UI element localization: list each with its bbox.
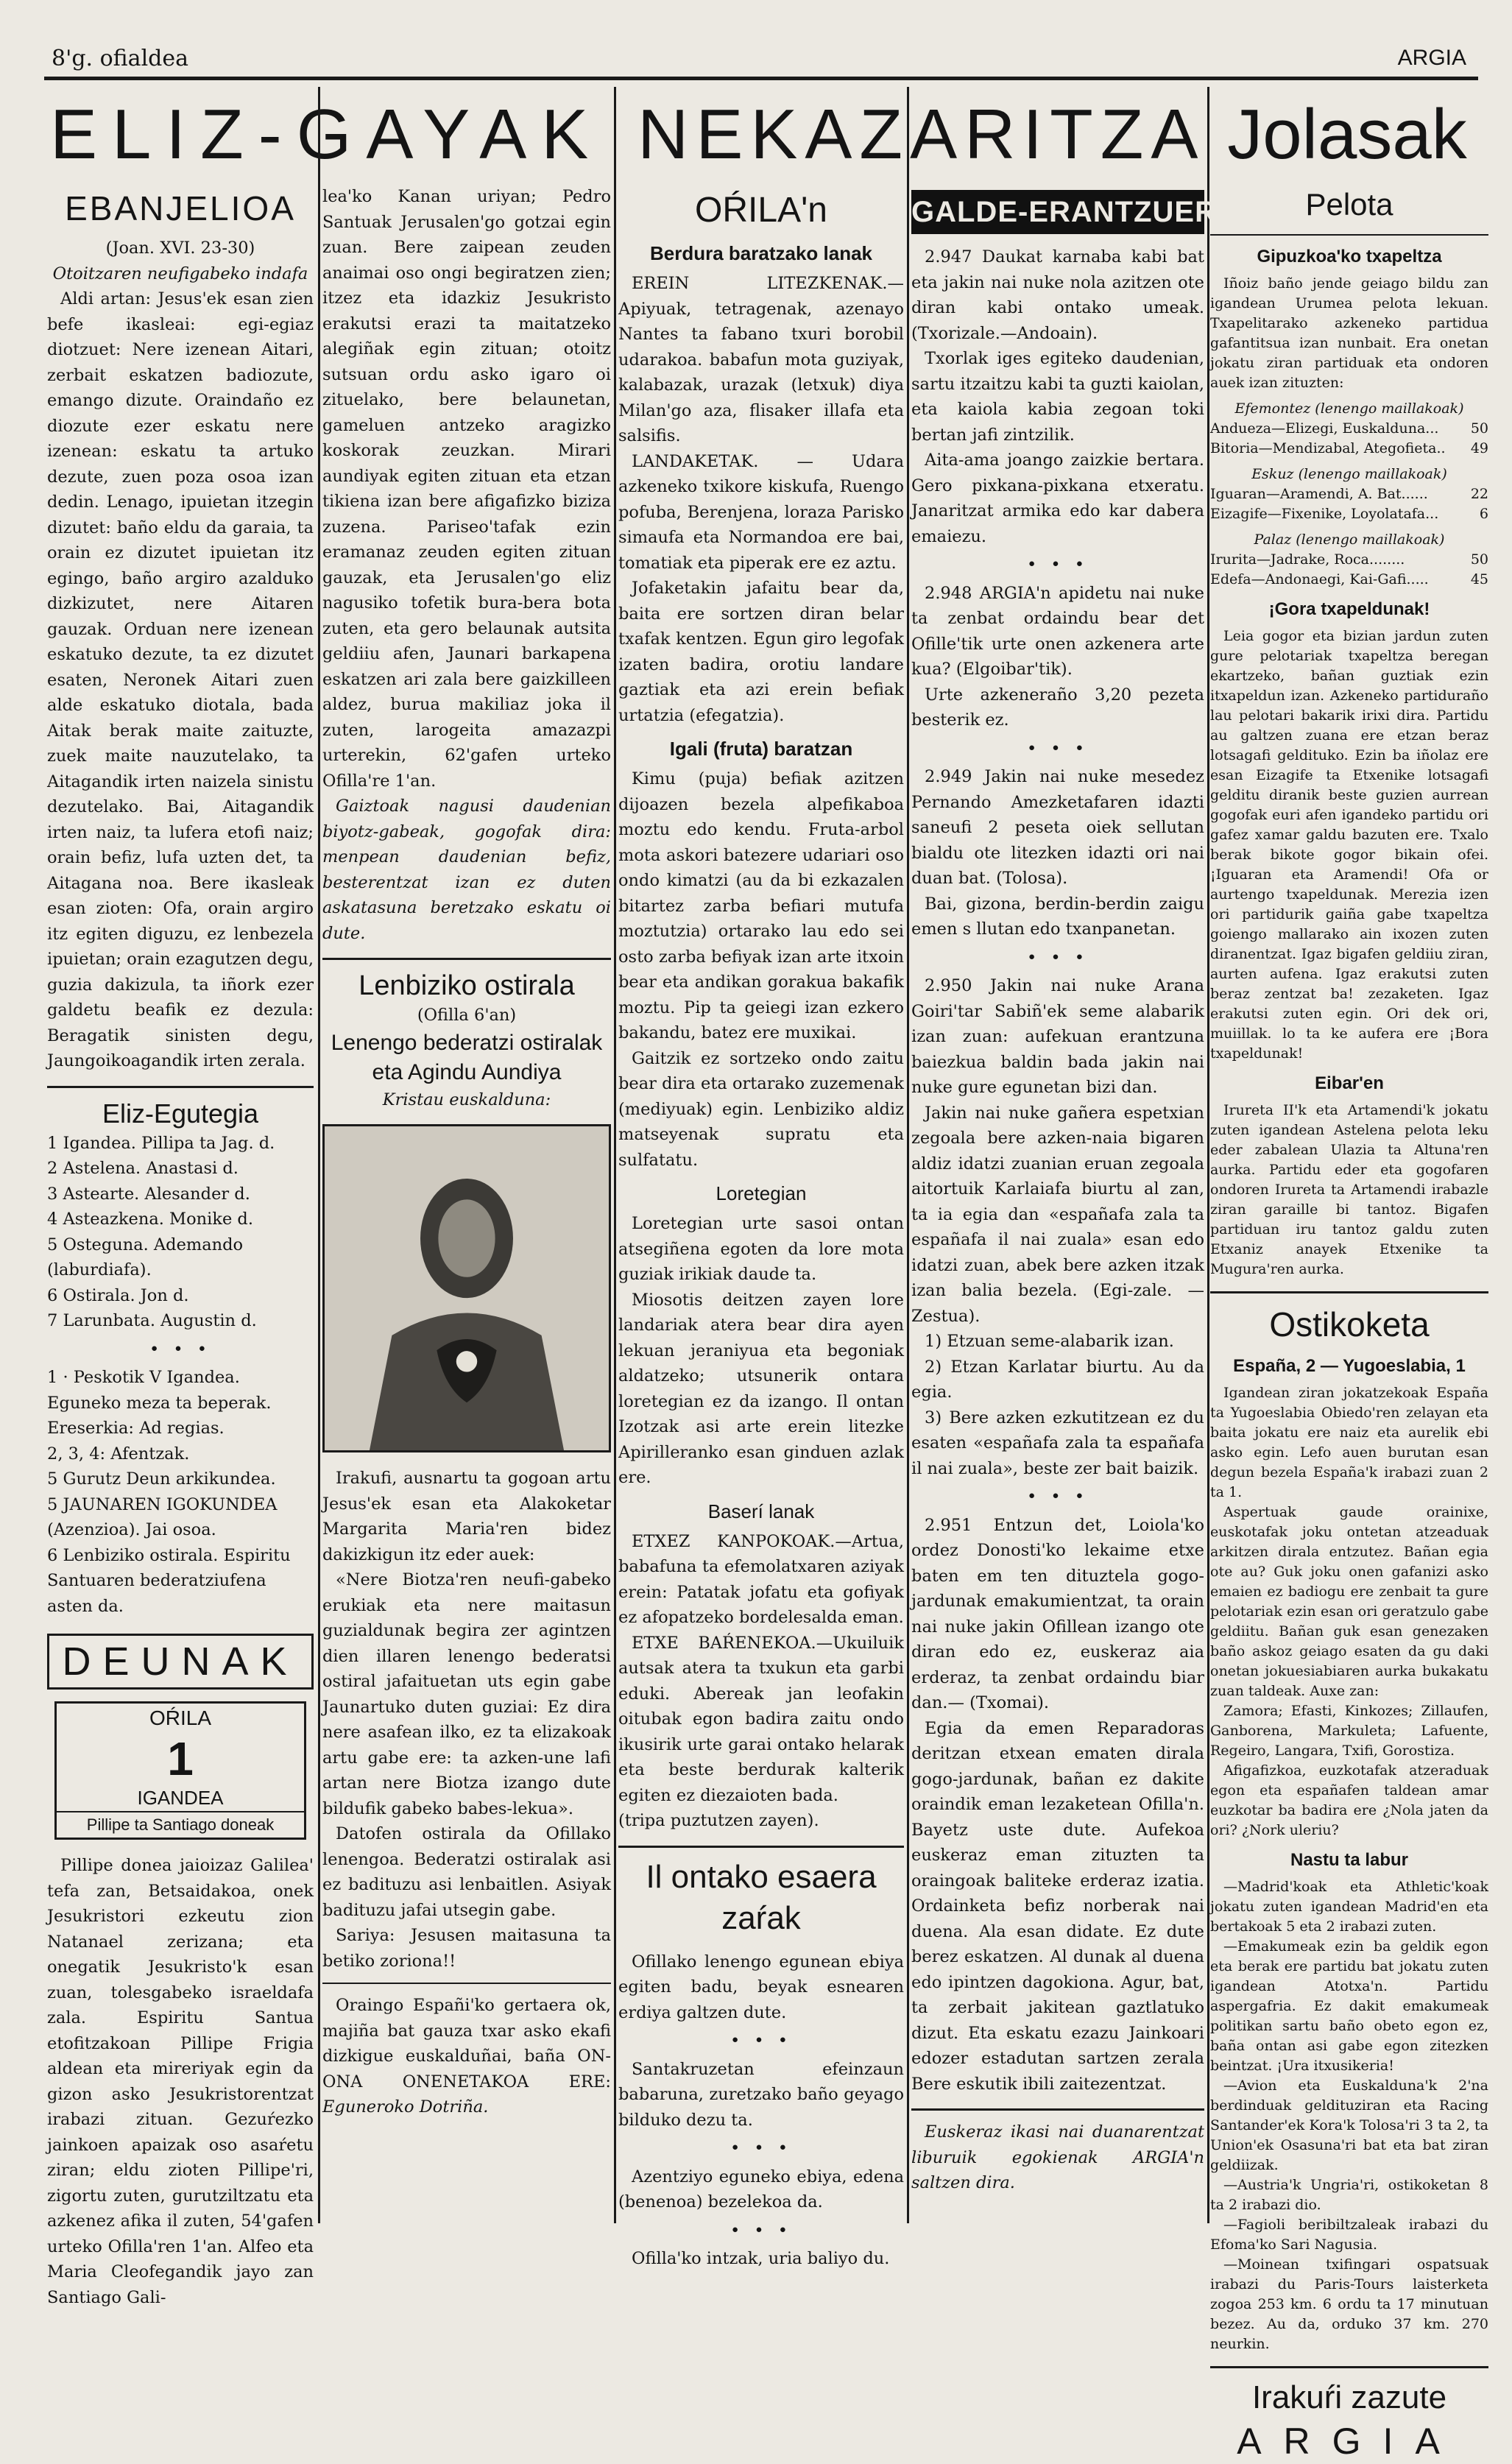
proverb-item: Santakruzetan efeinzaun babaruna, zuretzako baño geyago bilduko dezu ta. (618, 2059, 904, 2130)
article-text: ETXEZ KANPOKOAK.—Artua, babafuna ta efemolatxaren aziyak erein: Patatak jofatu eta gofiyak ez afopatzeko bordelesalda eman. (618, 1531, 904, 1627)
article-text: EREIN LITEZKENAK.—Apiyuak, tetragenak, azenayo Nantes ta fabano txuri borobil udarakoa. babafun mota guziyak, kalabazak, urazak (letxuk) diya Milan'go aza, flisaker illafa eta salsifis. (618, 274, 904, 445)
table-row (1210, 419, 1488, 439)
result-teams: Irurita—Jadrake, Roca........ (1210, 551, 1405, 568)
article-text: Kimu (puja) befiak azitzen dijoazen bezela alpefikaboa moztu edo kendu. Fruta-arbol mota askori batezere udariari oso ondo kimatzi (au da bi ezkazalen bitartez zarba befiari mutufa moztutzia) ortarako lau edo sei osto zarba befiyak izan arte itxoin bear eta andikan gorakua bakafik moztu. Pip ta geiegi izan ezkero bakandu, batez ere muxikai. (618, 769, 904, 1042)
column-galde-erantzuerak (911, 184, 1261, 2223)
ostirala-caption: Kristau euskalduna: (382, 1090, 551, 1109)
separator-stars: • • • (729, 2031, 793, 2050)
ostirala-text: Irakufi, ausnartu ta gogoan artu Jesus'ek esan eta Alakoketar Margarita Maria'ren bidez dakizkigun itz eder auek: (322, 1469, 611, 1564)
article-text: Miosotis deitzen zayen lore landariak atera bear dira ayen lekuan jeraniyua eta begoniak aldatzeko; utsunerik ontara loretegian ez da izango. Il ontan Izotzak asi arte erein litezke Apirilleranko esan ginduen azlak ere. (618, 1290, 904, 1487)
section-title-egutegia: Eliz-Egutegia (102, 1098, 259, 1129)
separator-stars: • • • (1026, 555, 1089, 574)
advert-line: Irakuŕi zazute (1251, 2379, 1447, 2415)
section-rule (618, 1846, 904, 1848)
calendar-note: 5 Gurutz Deun arkikundea. (47, 1469, 276, 1489)
result-score: 49 (1470, 440, 1488, 456)
news-item: —Emakumeak ezin ba geldik egon eta berak ere partidu bat jokatu zuten igandean Atotxa'n. Partidu aspergafria. Ez dakit emakumeak politikan sartu baño obeto egon ez, baña ontan asi gabe egon zitezken beintzat. ¡Ura itxusikeria! (1210, 1938, 1488, 2074)
calendar-item: 5 Osteguna. Ademando (laburdiafa). (47, 1235, 244, 1279)
deunak-text: Pillipe donea jaioizaz Galilea' tefa zan, Betsaidakoa, onek Jesukristori ezkeutu zion Natanael zerizana; eta onegatik Jesukristo'k esan zuan, tolesgabeko israeldafa zala. Espiritu Santua etofitzakoan Pillipe Frigia aldean eta mireriyak egin da gizon asko Jesukristorentzat irabazi zituan. Gezuŕezko jainkoen apaizak oso asaŕetu ziran; eldu zioten Pillipe'ri, zigortu zuten, gurutziltzatu eta azkenez afika il zuten, 54'gafen urteko Ofilla'ren 1'an. Alfeo eta Maria Cleofegandik jayo zan Santiago Gali- (47, 1856, 314, 2307)
section-title-ebanjelioa: EBANJELIOA (65, 189, 296, 227)
question-text: 2.947 Daukat karnaba kabi bat eta jakin nai nuke nola azitzen ote diran kabi ontako umeak. (Txorizale.—Andoain). (911, 247, 1204, 343)
subsection-title: Gipuzkoa'ko txapeltza (1257, 247, 1442, 266)
banner-eliz-gayak: ELIZ-GAYAK (50, 95, 604, 174)
result-score: 50 (1470, 551, 1488, 568)
deunak-text-continued: lea'ko Kanan uriyan; Pedro Santuak Jerusalen'go gotzai egin zuan. Bere zaipean zeuden anaimai oso ongi begiratzen zien; itzez eta idazkiz Jesukristo erakutsi erazi ta maitatzeko alegiñak egin zituan; otoitz sutsuan ordu asko igaro oi zituelako, bere belaunetan, gameluen antzeko aragizko koskorak zeuzkan. Mirari aundiyak egiten zituan eta etzan tikiena izan bere afigafizko biziza zuzena. Pariseo'tafak ezin eramanaz zeuden egiten zituan gauzak, eta Jerusalen'go eliz nagusiko tofetik bura-bera bota zuten, eta gero belaunak autsita geldiiu afen, Jaunari barkapena eskatzen ari zala bere gaizkilleen aldez, burua makiliaz joka il zuten, larogeita amazazpi urterekin, 62'gafen urteko Ofilla're 1'an. (322, 187, 611, 791)
separator-stars: • • • (729, 2139, 793, 2158)
subsection-title: Eibar'en (1315, 1073, 1384, 1093)
ostirala-date: (Ofilla 6'an) (417, 1006, 517, 1025)
calendar-item: 6 Ostirala. Jon d. (47, 1285, 189, 1305)
article-text: Gaitzik ez sortzeko ondo zaitu bear dira eta ortarako zuzemenak (mediyuak) egin. Lenbiziko aldiz matseyenak supratu eta sulfatatu. (618, 1048, 904, 1170)
question-text: 2.950 Jakin nai nuke Arana Goiri'tar Sabiñ'ek seme alabarik izan zuan: aufekuan erantzuna baiezkua baldin bada jakin nai nuke gure egunetan bizi dan. (911, 976, 1204, 1097)
article-text: Leia gogor eta bizian jardun zuten gure pelotariak txapeltza beregan ekartzeko, bañan guztiak ezin itxapeldun izan. Azkeneko partiduraño lau pelotari bakarik irixi dira. Partidu au galtzen zuana ere etzan beraz lotsagafi geldituko. Ezin ba iñolaz ere esan Eizagife ta Etxenike lotsagafi gelditu diranik beste guzien aurrean gogofak euri afen igandeko partidu ori gafez xamar galdu bazuten ere. Txalo berak bikote gogor bikain ofei. ¡Iguaran eta Aramendi! Ofa or aurtengo txapeldunak. Merezia izen ori partidurik gaiña gabe txapeltza goiengo mallarako ain ixozen zuten diranentzat. Igaz bigafen geldiiu ziran, aurten aufena. Igaz erakutsi zuten beraz zentzat ba! zezaketen. Igaz erakutsi zuten egin. Ori dek ori, muiillak. lo ta ke aufera ere ¡Bora txapeldunak! (1210, 628, 1488, 1062)
article-text: Loretegian urte sasoi ontan atsegiñena egoten da lore mota guziak irikiak daude ta. (618, 1214, 904, 1284)
question-text: 2.951 Entzun det, Loiola'ko ordez Donosti'ko lekaime etxe baten em ten dituztela gogo-jardunak emakumientzat, ta orain nai nuke jakin Ofillean izango ote diran edo ez, euskeraz aia erderaz, ta zenbat ordaindu biar dan.— (Txomai). (911, 1515, 1204, 1712)
separator-stars: • • • (149, 1339, 212, 1359)
section-title-pelota: Pelota (1305, 187, 1393, 222)
proverb-item: Ofilla'ko intzak, uria baliyo du. (632, 2249, 890, 2268)
article-text: (tripa puztutzen zayen). (618, 1811, 819, 1830)
separator-stars: • • • (1026, 1487, 1089, 1506)
column-divider (907, 87, 909, 2223)
date-day: 1 (167, 1732, 194, 1785)
result-score: 50 (1470, 420, 1488, 437)
proverb-item: Azentziyo eguneko ebiya, edena (benenoa) bezelekoa da. (618, 2167, 904, 2211)
page-number: 8'g. ofialdea (52, 46, 189, 71)
section-rule (1210, 2366, 1488, 2368)
column-eliz (47, 184, 314, 2307)
subsection-title: Baserí lanak (707, 1500, 815, 1522)
table-row (1210, 504, 1488, 524)
section-rule (47, 1086, 314, 1088)
column-divider (318, 87, 320, 2223)
table-row (1210, 484, 1488, 504)
results-table (1210, 484, 1488, 524)
gospel-subtitle: Otoitzaren neufigabeko indafa (52, 264, 308, 283)
question-text: Jakin nai nuke gañera espetxian zegoala bere azken-naia bigaren aldiz idatzi zuanian eruan zegoala aitortuik Karlaiafa biurtu al zan, ta ia egia dan «españafa zala ta españafa il nai zuala» esan edo idatzi zuan, abek bere azken itzak izan balia bezela. (Egi-zale. — Zestua). (911, 1103, 1204, 1326)
column-jolasak (1210, 184, 1488, 2462)
article-text: Zamora; Efasti, Kinkozes; Zillaufen, Ganborena, Markuleta; Lafuente, Regeiro, Langara, Txifi, Gorostiza. (1210, 1703, 1488, 1759)
table-row (1210, 570, 1488, 590)
article-text: ETXE BAŔENEKOA.—Ukuiluik autsak atera ta txukun eta garbi eduki. Abereak jan leofakin oitubak egon badira zaitu ondo ikusirik urte garai ontako helarak eta beste berdurak kalterik egiten ez diezaioten bada. (618, 1633, 904, 1805)
masthead-name: ARGIA (1397, 46, 1466, 70)
gospel-citation: (Joan. XVI. 23-30) (105, 239, 255, 258)
header-rule (44, 77, 1478, 80)
results-table (1210, 419, 1488, 459)
match-result: España, 2 — Yugoeslabia, 1 (1233, 1356, 1466, 1376)
answer-text: Egia da emen Reparadoras deritzan etxean ematen dirala gogo-jardunak, bañan ez dakite oraindik eman lezaketean Ofilla'n. Bayetz uste dute. Aufekoa euskeraz eman zituzten ta oraingoak baliteke erderaz izatia. Ordainketa befiz norberak nai duena. Ala esan didate. Ez dute berez eskatzen. Al dunak al duena edo ipintzen dagokiona. Agur, bat, ta zerbait jakitean gaztlatuko dizut. Eta eskatu ezazu Jainkoari edozer estadutan sartzen zerala Bere eskutik ibili zaitezentzat. (911, 1718, 1204, 2094)
article-text: LANDAKETAK. — Udara azkeneko txikore kiskufa, Ruengo pofuba, Berenjena, loraza Pariskо simaufa eta Normandoa ere bai, tomatiak eta piperak ere ez aztu. (618, 451, 904, 573)
article-text: Afigafizkoa, euzkotafak atzeraduak egon eta españafen taldean amar euzkotar ba badira ere ¿Nola jaten da ori? ¿Nork uleriu? (1210, 1762, 1488, 1838)
result-score: 45 (1470, 571, 1488, 587)
answer-text: Bai, gizona, berdin-berdin zaigu emen s llutan edo txanpanetan. (911, 894, 1204, 939)
calendar-item: 3 Astearte. Alesander d. (47, 1184, 250, 1204)
advert-irakurri (1210, 2377, 1488, 2464)
question-text: 2.949 Jakin nai nuke mesedez Pernando Amezketafaren idazti saneufi 2 peseta oiek sellutan bialdu ote litezken idazti ori nai duan bat. (Tolosa). (911, 767, 1204, 888)
column-divider (614, 87, 616, 2223)
answer-text: 1) Etzuan seme-alabarik izan. (925, 1332, 1174, 1351)
subsection-title: Nastu ta labur (1290, 1850, 1409, 1870)
date-box (54, 1701, 306, 1840)
calendar-notes (47, 1365, 314, 1619)
result-teams: Iguaran—Aramendi, A. Bat...... (1210, 486, 1428, 502)
column-divider (1207, 87, 1209, 2223)
answer-text: Aita-ama joango zaizkie bertara. Gero pixkana-pixkana etxeratu. Janaritzat armika edo kar dabera emaiezu. (911, 451, 1204, 546)
sacred-heart-illustration (322, 1124, 611, 1452)
answer-text: Urte azkeneraño 3,20 pezeta besterik ez. (911, 685, 1204, 730)
calendar-list (47, 1131, 314, 1334)
calendar-note: 1 · Peskotik V Igandea. Eguneko meza ta beperak. Ereserkia: Ad regias. (47, 1368, 272, 1438)
result-group-label: Efemontez (lenengo maillakoak) (1234, 400, 1464, 417)
section-title-esaera: Il ontako esaera zaŕak (646, 1858, 877, 1936)
calendar-item: 2 Astelena. Anastasi d. (47, 1159, 239, 1178)
section-rule (322, 958, 611, 960)
proverb-item: Ofillako lenengo egunean ebiya egiten badu, beyak esnearen erdiya galtzen dute. (618, 1952, 904, 2022)
sacred-heart-icon (325, 1126, 609, 1450)
separator-stars: • • • (1026, 947, 1089, 967)
table-row (1210, 550, 1488, 570)
section-title-ostirala: Lenbiziko ostirala (358, 970, 575, 1001)
closing-source: Eguneroko Dotriña. (322, 2097, 489, 2117)
date-month: OŔILA (149, 1706, 212, 1729)
news-item: —Austria'k Ungria'ri, ostikoketan 8 ta 2 irabazi dio. (1210, 2177, 1488, 2213)
result-teams: Andueza—Elizegi, Euskalduna... (1210, 420, 1439, 437)
date-saints: Pillipe ta Santiago doneak (57, 1811, 304, 1838)
ostirala-text: «Nere Biotza'ren neufi-gabeko erukiak eta nere maitasun guzialdunak begira zer agintzen dien illaren lenengo bederatsi ostiral jafaituetan uts egin gabe Jaunartuko duten guziai: Ez dira nere asafean ilko, ez ta elizakoak artu gabe ere: ta azken-une lafi artan nere Biotza izango dute bildufik gabeko babes-lekua». (322, 1570, 611, 1818)
result-teams: Eizagife—Fixenike, Loyolatafa... (1210, 506, 1439, 522)
banner-nekazaritza: NEKAZARITZA (637, 95, 1206, 174)
section-title-ostikoketa: Ostikoketa (1269, 1305, 1430, 1344)
calendar-note: 2, 3, 4: Afentzak. (47, 1444, 190, 1464)
answer-text: 2) Etzan Karlatar biurtu. Au da egia. (911, 1357, 1204, 1402)
news-item: —Moinean txifingari ospatsuak irabazi du Paris-Tours laisterketa zogoa 253 km. 6 ordu ta 17 minutuan bezez. Au da, orduko 37 km. 270 neurkin. (1210, 2256, 1488, 2352)
answer-text: Txorlak iges egiteko daudenian, sartu itzaitzu kabi ta guzti kaiolan, eta kaiola kabia zegoan toki bertan jafi zintzilik. (911, 349, 1204, 445)
column-eliz-continued (322, 184, 611, 2223)
section-rule (322, 1983, 611, 1984)
table-row (1210, 439, 1488, 459)
subsection-title: Loretegian (716, 1182, 807, 1204)
article-text: Jofaketakin jafaitu bear da, baita ere sortzen diran belar txafak kentzen. Egun giro legofak izaten badira, orotiu landare gaztiak eta azi erein befiak urtatzia (efegatzia). (618, 579, 904, 725)
result-group-label: Eskuz (lenengo maillakoak) (1251, 466, 1447, 482)
calendar-note: 6 Lenbiziko ostirala. Espiritu Santuaren bederatziufena asten da. (47, 1545, 291, 1616)
column-nekazaritza (618, 184, 904, 2268)
question-text: 2.948 ARGIA'n apidetu nai nuke ta zenbat ordaindu bear det Ofille'tik urte onen azkenera arte kua? (Elgoibar'tik). (911, 583, 1204, 679)
section-title-deunak: DEUNAK (47, 1634, 314, 1690)
section-rule (911, 2108, 1204, 2111)
section-rule (1210, 234, 1488, 236)
separator-stars: • • • (729, 2220, 793, 2240)
subsection-title: Igali (fruta) baratzan (669, 738, 853, 760)
calendar-item: 4 Asteazkena. Monike d. (47, 1210, 253, 1229)
answer-text: 3) Bere azken ezkutitzean ez du esaten «españafa zala ta españafa il nai zuala», beste zer bait baizik. (911, 1408, 1204, 1478)
closing-text (322, 1993, 611, 2120)
calendar-item: 7 Larunbata. Augustin d. (47, 1311, 257, 1330)
subsection-title: ¡Gora txapeldunak! (1268, 599, 1430, 619)
calendar-item: 1 Igandea. Pillipa ta Jag. d. (47, 1133, 275, 1153)
gospel-text: Aldi artan: Jesus'ek esan zien befe ikasleai: egi-egiaz diotzuet: Nere izenean Aitari, zerbait eskatzen badiozute, emango dizute. Oraindaño ez diozute ezer eskatu nere izenean: eskatu ta artuko dezute, zuen poza osoa izan dedin. Lenago, ipuietan itzegin dizutet: baño eldu da garaia, ta orain ez dizutet ipuietan itz egingo, baño argiro azalduko dizkizutet, nere Aitaren gauzak. Orduan nere izenean eskatuko dezute, ta ez dizutet esaten, Neronek Aitari zuen alde eskatuko diotala, bada Aitak berak maite zaituzte, zuek maite nauzutelako, ta Aitagandik irten naizela sinistu dezutelako. Bai, Aitagandik irten naiz, ta lufera etofi naiz; orain befiz, lufa uzten det, ta Aitagana noa. Bere ikasleak esan zioten: Ofa, orain argiro itz egiten diguzu, ez lenbezela ipuietan; orain ezagutzen degu, guzia dakizula, ta iñork ezer galdetu beafik ez dezula: Beragatik sinisten degu, Jaungoikoagandik irten zerala. (47, 289, 314, 1070)
result-teams: Edefa—Andonaegi, Kai-Gafi..... (1210, 571, 1429, 587)
advert-brand: ARGIA (1237, 2421, 1462, 2462)
result-score: 6 (1479, 506, 1488, 522)
result-group-label: Palaz (lenengo maillakoak) (1254, 532, 1445, 548)
footer-note: Euskeraz ikasi nai duanarentzat liburuik egokienak ARGIA'n saltzen dira. (911, 2122, 1204, 2192)
ostirala-subtitle: Lenengo bederatzi ostiralak eta Agindu Aundiya (331, 1030, 603, 1084)
article-text: Iñoiz baño jende geiago bildu zan igandean Urumea pelota lekuan. Txapelitarako azkeneko partidua gafantitsua izan nunbait. Era onetan jokatu ziran partiduak eta ondoren auek izan zituzten: (1210, 275, 1488, 391)
ostirala-text: Datofen ostirala da Ofillako lenengoa. Bederatzi ostiralak asi ez badituzu asi lenbaitlen. Asiyak badituzu jafai utsegin gabe. (322, 1824, 611, 1920)
date-weekday: IGANDEA (137, 1787, 224, 1809)
calendar-note: 5 JAUNAREN IGOKUNDEA (Azenziоa). Jai osoa. (47, 1494, 278, 1539)
subsection-title: Berdura baratzako lanak (649, 242, 872, 264)
section-title-galde-erantzuerak: GALDE-ERANTZUERAK (911, 190, 1204, 234)
news-item: —Avion eta Euskalduna'k 2'na berdinduak geldituziran eta Racing Santander'ek Kora'k Tolosa'ri 3 ta 2, ta Union'ek Osasuna'ri bat eta bat ziran geldiizak. (1210, 2078, 1488, 2173)
article-text: Aspertuak gaude orainixe, euskotafak joku ontetan atzeaduak arkitzen dirala entzutez. Bañan egia ote au? Guk joku onen gafanizi asko emaien ez badiogu ere zenbait ta gure pelotariak ezin esan ori geratzulo gabe geldiitu. Bañan guk esan genezaken baño askoz geiago esaten da gu daki onetan jokuesiabiaren aurka bukakatu zuan taldeak. Auxe zan: (1210, 1504, 1488, 1699)
result-teams: Bitoria—Mendizabal, Ategofieta.. (1210, 440, 1446, 456)
section-title-orila: OŔILA'n (695, 191, 827, 230)
results-table (1210, 550, 1488, 590)
section-rule (1210, 1291, 1488, 1293)
news-item: —Madrid'koak eta Athletic'koak jokatu zuten igandean Madrid'en eta bertakoak 5 eta 2 irabazi zuten. (1210, 1879, 1488, 1935)
article-text: Irureta II'k eta Artamendi'k jokatu zuten igandean Astelena pelota leku eder zabalean Ulazia ta Altuna'ren aurka. Partidu eder eta gogofaren ondoren Irureta ta Artamendi irabazle ziran garaille bi tantoz. Bigafen partiduan iru tantoz galdu zuten Etxaniz anayek Etxenike ta Mugura'ren aurka. (1210, 1102, 1488, 1277)
closing-main: Oraingo Españi'ko gertaera ok, majiña bat gauza txar asko ekafi dizkigue euskalduñai, baña ON-ONA ONENETAKOA ERE: (322, 1996, 611, 2091)
article-text: Igandean ziran jokatzekoak España ta Yugoeslabia Obiedo'ren zelayan eta baita jokatu ere naiz eta aurelik ebi asko egin. Lefo auen burutan esan degun bezela España'k irabazi zuan 2 ta 1. (1210, 1385, 1488, 1500)
result-score: 22 (1470, 486, 1488, 502)
proverb-text: Gaiztoak nagusi daudenian biyotz-gabeak, gogofak dira: menpean daudenian befiz, besterentzat izan ez duten askatasuna beretzako eskatu oi dute. (322, 797, 611, 943)
separator-stars: • • • (1026, 738, 1089, 758)
ostirala-text: Sariya: Jesusen maitasuna ta betiko zorionа!! (322, 1926, 611, 1971)
banner-jolasak: Jolasak (1227, 95, 1467, 174)
news-item: —Fagioli beribiltzaleak irabazi du Efoma'ko Sari Nagusia. (1210, 2217, 1488, 2253)
